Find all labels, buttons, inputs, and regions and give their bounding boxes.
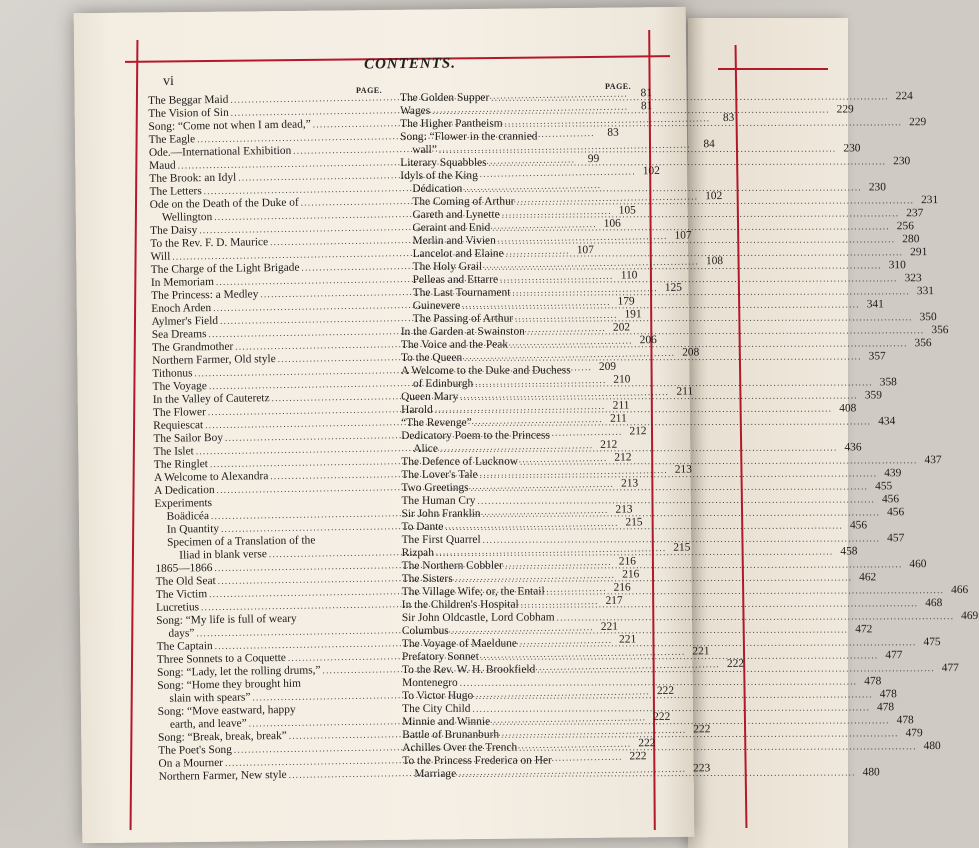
entry-title: Enoch Arden [151,302,211,316]
contents-entry [402,728,642,742]
entry-page: 222 [652,685,674,698]
contents-entry [400,169,640,183]
entry-page: 222 [722,658,744,671]
contents-entry [401,325,641,339]
entry-page: 222 [633,737,655,750]
entry-title: Battle of Brunanburh [402,729,499,742]
entry-page: 209 [594,361,616,374]
entry-title: The City Child [402,703,470,716]
contents-entry [400,234,640,248]
contents-entry [400,195,640,209]
entry-title: Iliad in blank verse [179,548,267,562]
entry-page: 81 [630,100,652,113]
entry-page: 212 [624,425,646,438]
entry-title: Achilles Over the Trench [402,742,517,755]
contents-entry [402,767,642,781]
entry-title: A Welcome to the Duke and Duchess [401,364,571,378]
entry-page: 462 [854,571,876,584]
entry-page: 106 [599,218,621,231]
contents-entry [402,702,642,716]
entry-title: Queen Mary [401,391,458,404]
entry-page: 222 [624,750,646,763]
entry-page: 456 [882,506,904,519]
entry-title: The Voice and the Peak [401,339,508,352]
entry-title: Alice [413,443,438,456]
entry-title: Specimen of a Translation of the [167,534,316,549]
entry-title: The Voyage of Maeldune [402,638,517,651]
entry-title: The Village Wife; or, the Entail [402,585,545,598]
entry-page: 468 [920,597,942,610]
contents-entry [401,520,641,534]
entry-page: 217 [601,595,623,608]
entry-page: 323 [900,272,922,285]
contents-entry [401,507,641,521]
entry-title: Pelleas and Ettarre [413,274,498,287]
contents-entry [401,442,641,456]
dot-leader [517,740,919,754]
entry-page: 256 [892,220,914,233]
page-title: CONTENTS. [330,55,490,74]
entry-page: 455 [870,480,892,493]
entry-title: To the Queen [401,352,462,365]
entry-title: The Grandmother [152,341,233,355]
entry-page: 229 [904,116,926,129]
contents-entry [401,273,641,287]
contents-entry [400,221,640,235]
entry-title: The Islet [154,445,194,459]
entry-page: 211 [671,385,693,398]
entry-title: Rizpah [402,547,434,560]
entry-title: Merlin and Vivien [412,235,495,248]
entry-page: 102 [700,190,722,203]
entry-page: 212 [609,451,631,464]
entry-page: 107 [572,244,594,257]
entry-page: 231 [916,194,938,207]
entry-title: To the Rev. W. H. Brookfield [402,664,535,677]
entry-page: 359 [860,389,882,402]
contents-entry [402,715,642,729]
entry-page: 191 [620,308,642,321]
entry-title: The Voyage [152,380,207,394]
entry-title: Ode.—International Exhibition [149,145,292,160]
entry-title: To Victor Hugo [402,690,473,703]
entry-page: 102 [638,165,660,178]
entry-title: The Sailor Boy [153,432,223,446]
entry-page: 206 [635,334,657,347]
entry-title: The Sisters [402,573,453,586]
entry-title: The Last Tournament [413,287,511,300]
entry-page: 229 [832,103,854,116]
contents-entry [402,650,642,664]
entry-title: slain with spears” [169,691,250,705]
entry-title: To the Rev. F. D. Maurice [150,236,268,251]
entry-page: 83 [597,127,619,140]
entry-page: 469 [956,610,978,623]
entry-page: 408 [834,402,856,415]
entry-title: Requiescat [153,419,203,433]
entry-title: The Holy Grail [413,261,483,274]
entry-page: 230 [888,155,910,168]
entry-page: 477 [937,662,959,675]
entry-title: Experiments [154,497,212,511]
entry-title: Maud [149,160,176,173]
entry-page: 213 [670,464,692,477]
entry-page: 216 [609,581,631,594]
entry-page: 475 [919,636,941,649]
entry-page: 280 [897,233,919,246]
entry-title: “The Revenge” [401,417,472,430]
contents-entry [402,676,642,690]
border-left-rule [130,40,139,830]
entry-title: In Memoriam [151,276,214,290]
entry-title: The Beggar Maid [148,94,229,108]
entry-page: 213 [616,477,638,490]
entry-page: 125 [660,282,682,295]
entry-title: The Ringlet [154,458,208,472]
entry-title: Columbus [402,625,449,638]
entry-page: 291 [905,246,927,259]
entry-title: Three Sonnets to a Coquette [157,652,286,667]
dot-leader [456,766,858,780]
entry-title: Marriage [414,768,456,781]
entry-title: Sir John Franklin [401,508,480,521]
entry-title: earth, and leave” [170,718,247,732]
entry-page: 222 [688,723,710,736]
entry-page: 108 [701,255,723,268]
entry-page: 479 [901,727,923,740]
entry-title: The Lover's Tale [401,469,477,482]
contents-entry [401,494,641,508]
contents-entry [401,468,641,482]
contents-entry [401,286,641,300]
entry-title: Tithonus [152,367,192,381]
contents-entry [402,572,642,586]
contents-entry [402,663,642,677]
entry-title: Idyls of the King [400,170,478,183]
entry-title: Aylmer's Field [151,315,218,329]
page-column-label-left: PAGE. [356,86,382,95]
entry-page: 439 [879,467,901,480]
entry-title: Literary Squabbles [400,157,486,170]
contents-entry [159,768,373,784]
contents-entry [400,156,640,170]
contents-entry [401,338,641,352]
entry-title: The Higher Pantheism [400,118,503,131]
entry-page: 472 [850,623,872,636]
contents-entry [402,689,642,703]
entry-page: 358 [875,376,897,389]
contents-entry [402,533,642,547]
contents-column-right [400,91,642,781]
entry-title: In the Garden at Swainston [401,326,525,339]
entry-title: Guinevere [413,300,460,313]
contents-entry [401,455,641,469]
entry-page: 215 [668,542,690,555]
entry-page: 478 [875,688,897,701]
dot-leader [555,610,957,624]
contents-entry [401,247,641,261]
entry-page: 81 [630,87,652,100]
entry-page: 356 [926,324,948,337]
entry-title: On a Mourner [158,757,223,771]
contents-entry [402,546,642,560]
dot-leader [487,155,889,169]
entry-page: 99 [577,153,599,166]
entry-title: The Daisy [150,224,197,238]
entry-title: The Victim [156,588,208,602]
entry-title: A Welcome to Alexandra [154,470,269,485]
entry-title: Song: “Come not when I am dead,” [148,118,310,134]
contents-entry [401,403,641,417]
entry-page: 436 [840,441,862,454]
entry-title: The Charge of the Light Brigade [151,262,300,277]
entry-title: Song: “Break, break, break” [158,730,287,745]
contents-entry [400,130,640,144]
entry-page: 83 [712,112,734,125]
entry-title: A Dedication [154,484,215,498]
page-number: vi [163,74,174,90]
entry-page: 105 [614,204,636,217]
entry-title: Song: “My life is full of weary [156,613,297,628]
entry-page: 478 [859,675,881,688]
entry-page: 211 [607,399,629,412]
entry-page: 84 [693,138,715,151]
entry-page: 460 [904,558,926,571]
entry-page: 310 [884,259,906,272]
entry-page: 210 [608,373,630,386]
entry-title: Northern Farmer, New style [159,769,287,784]
entry-title: Dédication [412,183,462,196]
entry-title: The Letters [149,185,201,199]
contents-entry [402,559,642,573]
entry-title: days” [168,627,194,640]
contents-entry [400,143,640,157]
contents-entry [401,429,641,443]
contents-entry [401,481,641,495]
entry-page: 221 [596,621,618,634]
entry-page: 456 [845,519,867,532]
dot-leader [462,350,864,364]
entry-page: 230 [864,181,886,194]
entry-title: Song: “Lady, let the rolling drums,” [157,664,321,680]
entry-title: The Golden Supper [400,92,489,105]
entry-page: 222 [648,711,670,724]
entry-title: The Eagle [149,133,196,147]
entry-page: 357 [864,350,886,363]
contents-entry [402,624,642,638]
entry-title: In Quantity [167,523,219,537]
entry-title: The Flower [153,406,206,420]
contents-entry [402,741,642,755]
entry-title: The Princess: a Medley [151,288,258,303]
contents-entry [401,260,641,274]
entry-title: Prefatory Sonnet [402,651,479,664]
contents-entry [401,390,641,404]
entry-title: Lucretius [156,601,199,615]
entry-title: Northern Farmer, Old style [152,353,276,368]
entry-page: 456 [877,493,899,506]
entry-page: 437 [920,454,942,467]
dot-leader [503,116,905,130]
contents-entry [400,208,640,222]
entry-page: 478 [892,714,914,727]
dot-leader [472,415,874,429]
entry-title: The Human Cry [401,495,475,508]
contents-entry [400,104,640,118]
entry-title: The Old Seat [156,575,216,589]
contents-entry [401,312,641,326]
contents-entry [402,598,642,612]
entry-title: The Brook: an Idyl [149,172,236,186]
entry-page: 216 [617,568,639,581]
entry-page: 212 [595,439,617,452]
entry-title: Will [150,251,170,264]
entry-title: wall” [412,144,437,157]
entry-page: 480 [858,766,880,779]
entry-title: The Coming of Arthur [412,196,514,209]
entry-page: 480 [919,740,941,753]
page-column-label-right: PAGE. [605,82,631,91]
entry-page: 478 [872,701,894,714]
contents-entry [401,299,641,313]
entry-page: 110 [615,269,637,282]
entry-page: 237 [901,207,923,220]
entry-title: Song: “Home they brought him [157,678,301,693]
entry-title: of Edinburgh [413,378,473,391]
entry-page: 208 [677,346,699,359]
contents-entry [401,377,641,391]
entry-title: Wellington [162,211,213,225]
entry-title: Song: “Flower in the crannied [400,131,537,144]
entry-title: The Passing of Arthur [413,313,513,326]
entry-title: Sir John Oldcastle, Lord Cobham [402,611,555,625]
entry-title: Sea Dreams [152,328,207,342]
contents-column-left [148,92,373,784]
entry-page: 457 [882,532,904,545]
entry-page: 477 [880,649,902,662]
entry-title: Wages [400,105,430,118]
entry-title: The Vision of Sin [148,107,229,121]
contents-entry [401,364,641,378]
contents-entry [400,91,640,105]
entry-title: Song: “Move eastward, happy [158,704,296,719]
entry-title: To the Princess Frederica on Her [402,754,551,768]
entry-title: In the Valley of Cauteretz [153,392,270,407]
entry-title: Gareth and Lynette [412,209,499,222]
entry-page: 230 [838,142,860,155]
entry-title: 1865—1866 [155,562,212,576]
entry-page: 215 [620,516,642,529]
entry-title: The First Quarrel [402,534,481,547]
entry-title: The Poet's Song [158,744,232,758]
entry-page: 107 [670,229,692,242]
entry-page: 221 [614,633,636,646]
entry-page: 341 [862,298,884,311]
entry-title: The Northern Cobbler [402,560,503,573]
entry-title: Two Greetings [401,482,468,495]
entry-title: Dedicatory Poem to the Princess [401,429,550,443]
contents-entry [400,182,640,196]
entry-title: Boädicéa [167,510,210,524]
contents-entry [402,611,642,625]
entry-page: 350 [915,311,937,324]
entry-page: 216 [614,555,636,568]
contents-entry [401,416,641,430]
entry-page: 213 [610,503,632,516]
contents-entry [402,754,642,768]
entry-title: To Dante [401,521,443,534]
entry-page: 223 [688,762,710,775]
entry-page: 211 [605,413,627,426]
entry-page: 179 [613,295,635,308]
entry-title: Ode on the Death of the Duke of [150,197,299,212]
entry-title: Minnie and Winnie [402,716,490,729]
entry-title: Montenegro [402,677,458,690]
contents-entry [402,585,642,599]
entry-page: 224 [891,90,913,103]
entry-title: In the Children's Hospital [402,599,519,612]
entry-title: The Defence of Lucknow [401,456,518,469]
entry-page: 331 [912,285,934,298]
entry-title: Geraint and Enid [412,222,490,235]
entry-page: 458 [835,545,857,558]
entry-title: Lancelot and Elaine [413,248,504,261]
contents-entry [400,117,640,131]
entry-page: 202 [608,321,630,334]
contents-entry [402,637,642,651]
entry-title: The Captain [157,640,213,654]
entry-page: 221 [687,645,709,658]
contents-entry [401,351,641,365]
entry-title: Harold [401,404,433,417]
entry-page: 356 [910,337,932,350]
entry-page: 434 [873,415,895,428]
entry-page: 466 [946,584,968,597]
